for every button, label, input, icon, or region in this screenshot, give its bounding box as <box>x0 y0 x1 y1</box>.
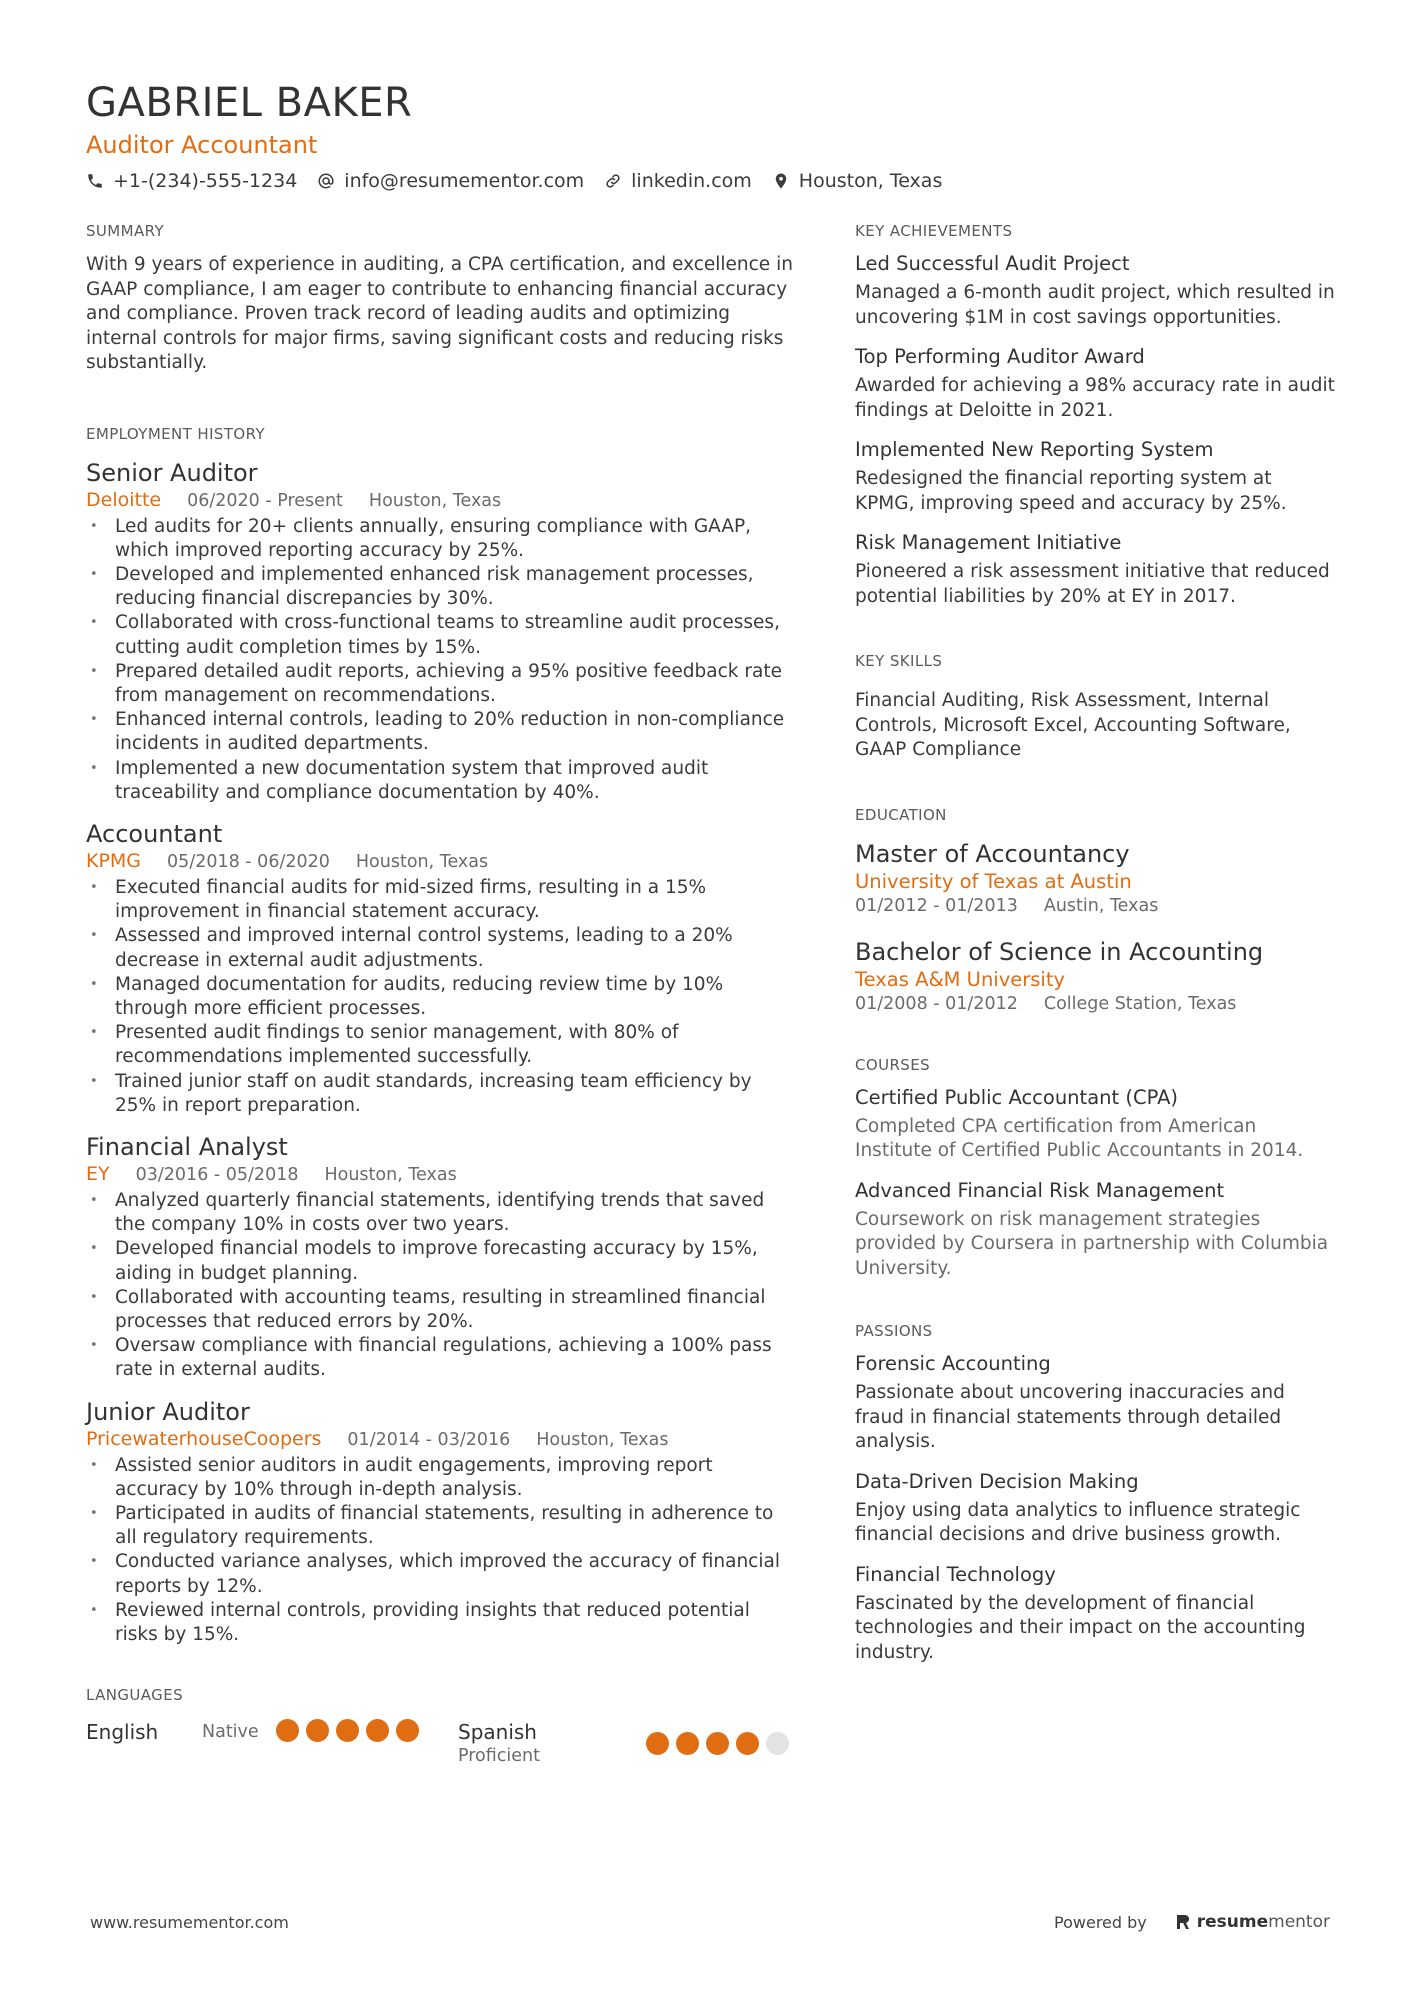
page-footer <box>90 1912 1330 1932</box>
resume-header <box>86 78 1326 194</box>
job-meta <box>86 488 796 513</box>
language-name: Spanish <box>458 1720 537 1745</box>
section-title: COURSES <box>855 1055 931 1074</box>
job-bullets <box>86 515 796 805</box>
bullet-item: • Analyzed quarterly financial statements, identifying trends that saved the company 10% in costs over two years. <box>86 1189 796 1237</box>
course-item <box>855 1085 1335 1164</box>
achievement-item <box>855 437 1335 516</box>
phone-text: +1-(234)-555-1234 <box>113 170 298 192</box>
language-item <box>458 1719 796 1767</box>
company-name: Deloitte <box>86 488 162 511</box>
contact-bar <box>86 168 1326 194</box>
bullet-item: • Assisted senior auditors in audit engagements, improving report accuracy by 10% through in-depth analysis. <box>86 1454 796 1502</box>
achievement-desc: Redesigned the financial reporting system at KPMG, improving speed and accuracy by 25%. <box>855 468 1287 514</box>
education-dates: 01/2008 - 01/2012 <box>855 993 1018 1014</box>
job-bullets <box>86 1189 796 1383</box>
language-text <box>458 1719 646 1767</box>
candidate-name: GABRIEL BAKER <box>86 80 413 126</box>
achievement-desc: Pioneered a risk assessment initiative that reduced potential liabilities by 20% at EY in 2017. <box>855 561 1330 607</box>
job-dates: 03/2016 - 05/2018 <box>135 1164 299 1185</box>
summary-text: With 9 years of experience in auditing, a CPA certification, and excellence in GAAP compliance, I am eager to contribute to enhancing financial accuracy and compliance. Proven track record of leading audits and optimizing internal controls for major firms, saving significant costs and reducing risks substantially. <box>86 254 793 373</box>
bullet-item: • Developed financial models to improve forecasting accuracy by 15%, aiding in budget planning. <box>86 1237 796 1285</box>
language-rating <box>276 1719 426 1742</box>
job-bullets <box>86 1454 796 1648</box>
job-title: Junior Auditor <box>86 1397 250 1426</box>
language-list <box>86 1719 796 1767</box>
section-title: LANGUAGES <box>86 1686 184 1705</box>
bullet-item: • Implemented a new documentation system that improved audit traceability and compliance documentation by 40%. <box>86 757 796 805</box>
passion-item <box>855 1562 1335 1666</box>
resumementor-logo-icon <box>1175 1913 1191 1931</box>
powered-by-label: Powered by <box>1054 1912 1147 1932</box>
brand-rest: mentor <box>1268 1912 1330 1932</box>
school-name: University of Texas at Austin <box>855 869 1132 893</box>
school-name: Texas A&M University <box>855 967 1066 991</box>
rating-dot-empty <box>766 1732 789 1755</box>
rating-dot-filled <box>706 1732 729 1755</box>
job-title: Senior Auditor <box>86 458 258 487</box>
skills-text: Financial Auditing, Risk Assessment, Internal Controls, Microsoft Excel, Accounting Software, GAAP Compliance <box>855 690 1291 760</box>
education-dates: 01/2012 - 01/2013 <box>855 895 1018 916</box>
job-entry <box>86 1132 796 1383</box>
left-column <box>86 221 796 1767</box>
achievement-item <box>855 251 1335 330</box>
language-level: Native <box>202 1722 259 1743</box>
achievement-item <box>855 344 1335 423</box>
bullet-item: • Executed financial audits for mid-sized firms, resulting in a 15% improvement in financial statement accuracy. <box>86 876 796 924</box>
bullet-item: • Participated in audits of financial statements, resulting in adherence to all regulatory requirements. <box>86 1502 796 1550</box>
location-text: Houston, Texas <box>798 170 943 192</box>
brand-logo[interactable] <box>1175 1912 1330 1932</box>
right-column <box>855 221 1335 1665</box>
section-title: KEY SKILLS <box>855 652 943 670</box>
course-desc: Coursework on risk management strategies provided by Coursera in partnership with Columbia University. <box>855 1208 1329 1279</box>
education-meta <box>855 895 1335 917</box>
passion-item <box>855 1469 1335 1548</box>
linkedin-text: linkedin.com <box>631 170 752 192</box>
contact-location <box>772 168 943 194</box>
education-location: Austin, Texas <box>1043 895 1159 916</box>
achievement-title: Implemented New Reporting System <box>855 438 1214 461</box>
language-name: English <box>86 1720 159 1745</box>
achievement-title: Led Successful Audit Project <box>855 252 1130 275</box>
company-name: KPMG <box>86 849 142 872</box>
rating-dot-filled <box>336 1719 359 1742</box>
bullet-item: • Conducted variance analyses, which improved the accuracy of financial reports by 12%. <box>86 1550 796 1598</box>
job-entry <box>86 1397 796 1648</box>
email-text: info@resumementor.com <box>344 170 585 192</box>
skills-section <box>855 651 1335 763</box>
language-rating <box>646 1732 796 1755</box>
bullet-item: • Oversaw compliance with financial regulations, achieving a 100% pass rate in external audits. <box>86 1334 796 1382</box>
passion-title: Forensic Accounting <box>855 1352 1051 1375</box>
employment-section <box>86 424 796 1648</box>
phone-icon <box>86 172 104 190</box>
contact-phone <box>86 168 297 194</box>
bullet-item: • Collaborated with cross-functional teams to streamline audit processes, cutting audit completion times by 15%. <box>86 611 796 659</box>
passion-desc: Passionate about uncovering inaccuracies and fraud in financial statements through detailed analysis. <box>855 1382 1285 1452</box>
job-location: Houston, Texas <box>324 1164 457 1185</box>
job-dates: 05/2018 - 06/2020 <box>167 851 330 872</box>
candidate-role: Auditor Accountant <box>86 131 318 159</box>
section-title: SUMMARY <box>86 222 165 240</box>
bullet-item: • Developed and implemented enhanced risk management processes, reducing financial discrepancies by 30%. <box>86 563 796 611</box>
section-title: EDUCATION <box>855 805 947 824</box>
at-icon <box>317 172 335 190</box>
company-name: EY <box>86 1162 110 1185</box>
passion-title: Financial Technology <box>855 1562 1056 1586</box>
passion-title: Data-Driven Decision Making <box>855 1469 1139 1493</box>
achievement-title: Top Performing Auditor Award <box>855 345 1145 368</box>
summary-section <box>86 221 796 376</box>
degree-title: Bachelor of Science in Accounting <box>855 937 1264 966</box>
passion-item <box>855 1351 1335 1455</box>
education-meta <box>855 993 1335 1015</box>
job-location: Houston, Texas <box>368 490 502 511</box>
rating-dot-filled <box>366 1719 389 1742</box>
achievement-item <box>855 530 1335 609</box>
passion-desc: Fascinated by the development of financial technologies and their impact on the accounting industry. <box>855 1592 1306 1663</box>
link-icon <box>604 172 622 190</box>
education-section <box>855 805 1335 1015</box>
powered-by <box>1054 1912 1330 1932</box>
job-location: Houston, Texas <box>355 851 489 872</box>
passions-section <box>855 1321 1335 1665</box>
bullet-item: • Presented audit findings to senior management, with 80% of recommendations implemented successfully. <box>86 1021 796 1069</box>
achievement-title: Risk Management Initiative <box>855 531 1122 554</box>
achievement-desc: Managed a 6-month audit project, which resulted in uncovering $1M in cost savings opportunities. <box>855 282 1335 328</box>
course-title: Advanced Financial Risk Management <box>855 1178 1225 1202</box>
education-location: College Station, Texas <box>1043 993 1237 1014</box>
courses-section <box>855 1055 1335 1282</box>
section-title: PASSIONS <box>855 1322 933 1340</box>
achievement-desc: Awarded for achieving a 98% accuracy rate in audit findings at Deloitte in 2021. <box>855 375 1335 421</box>
job-meta <box>86 1427 796 1452</box>
passion-desc: Enjoy using data analytics to influence strategic financial decisions and drive business growth. <box>855 1499 1301 1545</box>
contact-email[interactable] <box>317 168 584 194</box>
job-title: Accountant <box>86 819 223 848</box>
job-dates: 06/2020 - Present <box>187 490 343 511</box>
section-title: EMPLOYMENT HISTORY <box>86 424 266 443</box>
bullet-item: • Collaborated with accounting teams, resulting in streamlined financial processes that reduced errors by 20%. <box>86 1286 796 1334</box>
rating-dot-filled <box>676 1732 699 1755</box>
job-meta <box>86 849 796 874</box>
bullet-item: • Led audits for 20+ clients annually, ensuring compliance with GAAP, which improved reporting accuracy by 25%. <box>86 515 796 563</box>
rating-dot-filled <box>306 1719 329 1742</box>
bullet-item: • Managed documentation for audits, reducing review time by 10% through more efficient processes. <box>86 973 796 1021</box>
rating-dot-filled <box>396 1719 419 1742</box>
job-entry <box>86 458 796 805</box>
company-name: PricewaterhouseCoopers <box>86 1427 322 1450</box>
degree-title: Master of Accountancy <box>855 839 1130 868</box>
education-item <box>855 839 1335 917</box>
bullet-item: • Reviewed internal controls, providing insights that reduced potential risks by 15%. <box>86 1599 796 1647</box>
job-dates: 01/2014 - 03/2016 <box>347 1429 511 1450</box>
job-bullets <box>86 876 796 1118</box>
bullet-item: • Trained junior staff on audit standards, increasing team efficiency by 25% in report preparation. <box>86 1070 796 1118</box>
course-item <box>855 1178 1335 1282</box>
course-desc: Completed CPA certification from American Institute of Certified Public Accountants in 2014. <box>855 1115 1304 1161</box>
section-title: KEY ACHIEVEMENTS <box>855 222 1013 240</box>
brand-bold: resume <box>1196 1912 1269 1932</box>
rating-dot-filled <box>646 1732 669 1755</box>
education-item <box>855 937 1335 1015</box>
job-title: Financial Analyst <box>86 1132 288 1161</box>
job-entry <box>86 819 796 1118</box>
language-item <box>86 1719 458 1745</box>
job-location: Houston, Texas <box>536 1429 669 1450</box>
languages-section <box>86 1685 796 1767</box>
contact-linkedin[interactable] <box>604 168 752 194</box>
rating-dot-filled <box>736 1732 759 1755</box>
rating-dot-filled <box>276 1719 299 1742</box>
achievements-section <box>855 221 1335 609</box>
footer-url[interactable]: www.resumementor.com <box>90 1912 289 1932</box>
course-title: Certified Public Accountant (CPA) <box>855 1085 1179 1109</box>
bullet-item: • Prepared detailed audit reports, achieving a 95% positive feedback rate from management on recommendations. <box>86 660 796 708</box>
job-meta <box>86 1162 796 1187</box>
location-pin-icon <box>772 172 790 190</box>
bullet-item: • Assessed and improved internal control systems, leading to a 20% decrease in external audit adjustments. <box>86 924 796 972</box>
language-level: Proficient <box>458 1746 540 1767</box>
bullet-item: • Enhanced internal controls, leading to 20% reduction in non-compliance incidents in audited departments. <box>86 708 796 756</box>
